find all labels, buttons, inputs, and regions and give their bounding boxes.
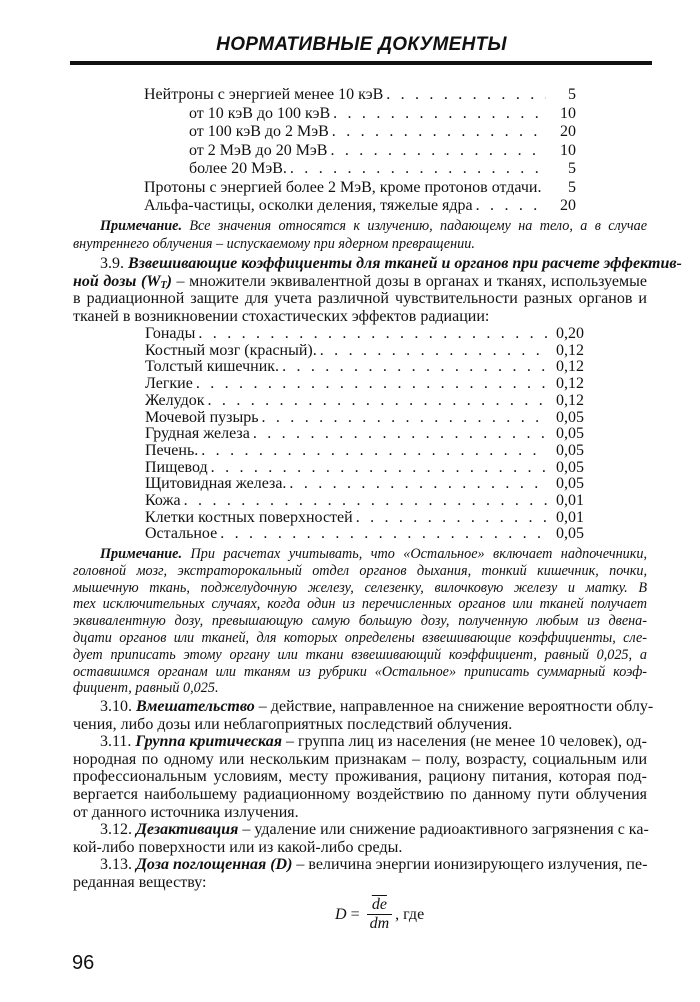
row-value: 0,05 — [556, 441, 584, 459]
page-number: 96 — [72, 952, 95, 974]
row-value: 0,01 — [556, 508, 584, 526]
table-row — [145, 393, 584, 410]
row-value: 0,12 — [556, 341, 584, 359]
row-value: 0,01 — [556, 492, 584, 510]
table-row — [145, 460, 584, 477]
dot-leader — [184, 493, 548, 510]
text-line — [73, 698, 654, 716]
text-segment: – множители эквивалентной дозы в органах и тканях, используемые — [171, 272, 648, 290]
term-text: Примечание. — [100, 218, 183, 234]
text-segment: мышечную ткань, поджелудочную железу, селезенку, вилочковую железу и матку. В — [73, 579, 647, 596]
row-label: Клетки костных поверхностей — [145, 508, 353, 526]
text-segment: тканей в возникновении стохастических эффектов радиации: — [73, 307, 490, 325]
table-row — [145, 376, 584, 393]
text-segment: При расчетах учитывать, что «Остальное» включает надпочечники, — [182, 546, 647, 562]
row-label: Кожа — [145, 492, 181, 510]
term-text: Взвешивающие коэффициенты для тканей и органов при расчете эффектив- — [128, 255, 682, 272]
row-value: 0,05 — [556, 525, 584, 543]
formula-equals: = — [346, 905, 364, 923]
dot-leader — [332, 123, 546, 142]
text-segment: дцати органов или тканей, для которых определены взвешивающие коэффициенты, сле- — [73, 629, 647, 646]
row-label: от 10 кэВ до 100 кэВ — [189, 104, 331, 122]
dot-leader — [198, 326, 548, 343]
text-line — [73, 630, 647, 647]
text-segment: внутреннего облучения – испускаемому при ядерном превращении. — [73, 235, 475, 252]
row-label: Желудок — [145, 391, 205, 409]
table-row — [145, 326, 584, 343]
row-value: 10 — [560, 141, 576, 159]
text-segment: вергается наибольшему радиационному воздействию по данному пути облучения — [73, 785, 647, 803]
table-row — [144, 123, 576, 142]
table-row — [145, 510, 584, 527]
text-segment: – удаление или снижение радиоактивного загрязнения с ка- — [238, 821, 649, 839]
formula-fraction — [367, 896, 393, 933]
row-label: Остальное — [145, 525, 218, 543]
table-row — [144, 160, 576, 179]
table-row — [144, 197, 576, 216]
row-value: 0,20 — [556, 325, 584, 342]
dot-leader — [253, 426, 548, 443]
text-segment: 3.9. — [100, 255, 128, 272]
row-value: 0,12 — [556, 375, 584, 393]
row-label: Грудная железа — [145, 425, 250, 443]
row-value: 0,05 — [556, 425, 584, 443]
paragraph — [73, 546, 647, 697]
row-label: Мочевой пузырь — [145, 408, 259, 426]
text-line — [73, 255, 682, 273]
row-label: от 100 кэВ до 2 МэВ — [189, 123, 329, 140]
dot-leader — [386, 86, 546, 105]
row-value: 0,05 — [556, 408, 584, 426]
dot-leader — [289, 476, 548, 493]
row-value: 0,12 — [556, 358, 584, 376]
text-segment: от данного источника излучения. — [73, 803, 299, 821]
table-row — [145, 443, 584, 460]
table-row — [145, 426, 584, 443]
row-label: от 2 МэВ до 20 МэВ — [189, 141, 328, 159]
dot-leader — [211, 460, 548, 477]
text-line — [73, 804, 647, 822]
header-rule — [70, 61, 652, 65]
term-text: Примечание. — [100, 546, 183, 562]
row-label: Протоны с энергией более 2 МэВ, кроме протонов отдачи. — [144, 178, 542, 196]
definition-block — [73, 255, 682, 325]
table-row — [145, 476, 584, 493]
text-line — [73, 856, 647, 874]
dot-leader — [208, 393, 548, 410]
dot-leader — [282, 359, 548, 376]
text-line — [73, 596, 647, 613]
text-segment: чения, либо дозы или неблагоприятных последствий облучения. — [73, 715, 513, 733]
text-segment: головной мозг, экстраторокальный отдел органов дыхания, тонкий кишечник, почки, — [73, 562, 647, 579]
formula-numerator: $\overline{de}$ — [371, 896, 387, 913]
row-value: 0,05 — [556, 475, 584, 493]
row-label: Толстый кишечник. — [145, 358, 280, 376]
paragraph — [73, 821, 647, 856]
text-segment: в радиационной защите для учета различной чувствительности разных органов и — [73, 290, 647, 308]
tissue-weighting-table — [145, 326, 584, 543]
table-row — [144, 142, 576, 161]
row-label: Легкие — [145, 375, 193, 393]
text-segment: Все значения относятся к излучению, падающему на тело, а в случае — [182, 218, 647, 234]
text-segment: T — [160, 279, 167, 291]
row-value: 5 — [568, 86, 576, 103]
text-line — [73, 716, 647, 734]
table-row — [145, 526, 584, 543]
row-label: Печень. — [145, 441, 199, 459]
row-value: 5 — [568, 160, 576, 177]
text-line — [73, 236, 647, 254]
paragraph — [73, 255, 682, 325]
dot-leader — [356, 510, 548, 527]
text-line — [73, 563, 647, 580]
formula-suffix: , где — [395, 905, 425, 923]
table-row — [145, 410, 584, 427]
text-segment: 3.10. — [100, 698, 136, 715]
dot-leader — [220, 526, 548, 543]
text-line — [73, 786, 647, 804]
dot-leader — [333, 105, 546, 124]
text-line — [73, 580, 647, 597]
table-row — [145, 359, 584, 376]
text-segment: – действие, направленное на снижение вероятности облу- — [254, 698, 654, 715]
text-segment: тех исключительных случаях, когда один из перечисленных органов или тканей получает — [73, 596, 647, 613]
text-segment: 3.11. — [100, 733, 136, 751]
text-line — [73, 218, 647, 236]
text-line — [73, 751, 647, 769]
paragraph — [73, 218, 647, 253]
text-segment: 3.12. — [100, 821, 136, 839]
text-line — [73, 839, 647, 857]
text-line — [73, 613, 647, 630]
row-value: 20 — [560, 123, 576, 140]
text-line — [73, 546, 647, 563]
text-line — [73, 874, 647, 892]
term-text: Вмешательство — [136, 698, 255, 715]
term-text: Доза поглощенная (D) — [136, 856, 293, 874]
radiation-weighting-table — [144, 86, 576, 216]
row-value: 5 — [568, 178, 576, 196]
formula-lhs: D — [335, 905, 347, 923]
term-text: Группа критическая — [135, 733, 283, 751]
row-value: 10 — [560, 104, 576, 122]
text-line — [73, 733, 647, 751]
dot-leader — [201, 443, 548, 460]
table-row — [144, 179, 576, 198]
dot-leader — [196, 376, 548, 393]
formula-denominator: dm — [367, 914, 393, 933]
dot-leader — [476, 197, 546, 216]
text-segment: оставшимся органам или тканям из рубрики «Остальное» приписать суммарный коэф- — [73, 663, 647, 680]
row-value: 20 — [560, 197, 576, 214]
term-text: ной дозы (W — [73, 272, 161, 290]
row-label: более 20 МэВ. — [189, 160, 287, 177]
text-line — [73, 647, 647, 664]
text-line — [73, 768, 647, 786]
table-row — [144, 105, 576, 124]
text-line — [73, 664, 647, 681]
table-row — [144, 86, 576, 105]
row-label: Щитовидная железа. — [145, 475, 287, 493]
text-segment: дует приписать этому органу или ткани взвешивающий коэффициент, равный 0,025, а — [73, 646, 647, 663]
note-block — [73, 546, 647, 697]
definition-block — [73, 698, 654, 892]
text-segment: эквивалентную дозу, превышающую самую большую дозу, полученную любым из двена- — [73, 613, 647, 630]
text-segment: 3.13. — [100, 856, 136, 874]
absorbed-dose-formula — [335, 896, 424, 933]
text-line — [73, 308, 647, 326]
text-segment: – величина энергии ионизирующего излучения, пе- — [292, 856, 648, 874]
text-line — [73, 680, 647, 697]
term-text: Дезактивация — [136, 821, 239, 839]
note-block — [73, 218, 647, 253]
row-value: 0,12 — [556, 391, 584, 409]
text-segment: – группа лиц из населения (не менее 10 человек), од- — [282, 733, 648, 751]
dot-leader — [330, 142, 546, 161]
paragraph — [73, 856, 647, 891]
row-label: Костный мозг (красный). — [145, 341, 317, 359]
row-label: Пищевод — [145, 458, 208, 476]
text-line — [73, 273, 647, 291]
row-label: Альфа-частицы, осколки деления, тяжелые ядра — [144, 197, 473, 214]
text-segment: фициент, равный 0,025. — [73, 680, 219, 697]
row-label: Нейтроны с энергией менее 10 кэВ — [144, 86, 384, 103]
text-segment: реданная веществу: — [73, 873, 207, 891]
text-segment: профессиональным условиям, месту проживания, рациону питания, которая под- — [73, 768, 647, 786]
text-line — [73, 290, 647, 308]
dot-leader — [262, 410, 549, 427]
text-segment: нородная по одному или нескольким признакам – полу, возрасту, социальным или — [73, 750, 647, 768]
text-segment: кой-либо поверхности или из какой-либо среды. — [73, 838, 403, 856]
running-header: НОРМАТИВНЫЕ ДОКУМЕНТЫ — [216, 34, 507, 55]
dot-leader — [320, 343, 548, 360]
term-text: ) — [166, 272, 172, 290]
paragraph — [73, 733, 647, 821]
dot-leader — [290, 160, 546, 179]
table-row — [145, 343, 584, 360]
table-row — [145, 493, 584, 510]
row-value: 0,05 — [556, 458, 584, 476]
text-line — [73, 821, 647, 839]
row-label: Гонады — [145, 325, 196, 342]
paragraph — [73, 698, 654, 733]
